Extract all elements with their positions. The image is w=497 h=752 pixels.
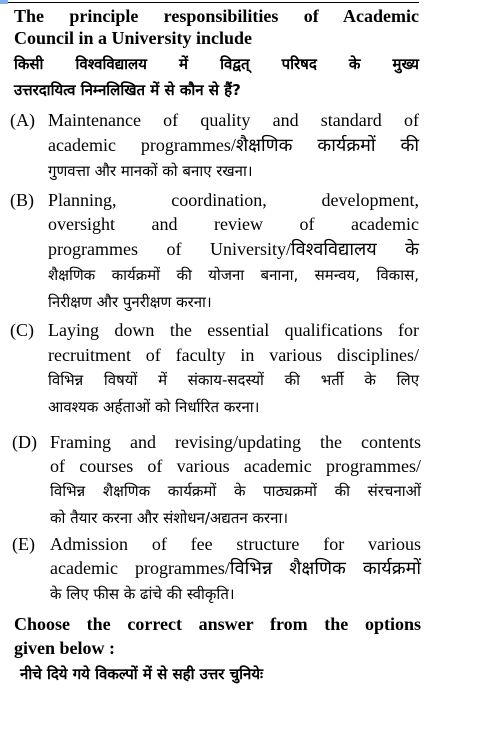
option-e-line3: के लिए फीस के ढांचे की स्वीकृति।	[50, 585, 235, 603]
instruction-en-line1: Choose the correct answer from the options	[14, 614, 421, 634]
option-c-line2: recruitment of faculty in various disciplines/	[48, 345, 419, 365]
option-d-line2: of courses of various academic programmes/	[50, 456, 421, 476]
option-c-line3: विभिन्न विषयों में संकाय-सदस्यों की भर्ती के लिए	[48, 371, 419, 389]
option-a-label: (A)	[10, 110, 35, 130]
option-c-label: (C)	[10, 320, 34, 340]
question-text-hi-line2: उत्तरदायित्व निम्नलिखित में से कौन से हैं?	[14, 81, 241, 99]
option-e-line2: academic programmes/विभिन्न शैक्षणिक कार्यक्रमों	[50, 558, 421, 578]
option-d-line3: विभिन्न शैक्षणिक कार्यक्रमों के पाठ्यक्रमों की संरचनाओं	[50, 482, 421, 500]
option-c-line1: Laying down the essential qualifications for	[48, 320, 419, 340]
question-text-en-line1: The principle responsibilities of Academic	[14, 6, 419, 26]
option-b-line3: programmes of University/विश्वविद्यालय के	[48, 239, 419, 259]
option-d-line1: Framing and revising/updating the contents	[50, 432, 421, 452]
option-c-line4: आवश्यक अर्हताओं को निर्धारित करना।	[48, 398, 260, 416]
instruction-en-line2: given below :	[14, 638, 115, 658]
option-d-line4: को तैयार करना और संशोधन/अद्यतन करना।	[50, 509, 289, 527]
instruction-hi-line1: नीचे दिये गये विकल्पों में से सही उत्तर चुनियेः	[20, 665, 264, 683]
question-text-en-line2: Council in a University include	[14, 28, 253, 48]
option-b-line2: oversight and review of academic	[48, 214, 419, 234]
question-text-hi-line1: किसी विश्वविद्यालय में विद्वत् परिषद के मुख्य	[14, 55, 419, 73]
top-rule	[8, 2, 419, 3]
corner-marker	[0, 0, 8, 4]
option-a-line3: गुणवत्ता और मानकों को बनाए रखना।	[48, 162, 253, 180]
option-d-label: (D)	[12, 432, 37, 452]
option-a-line1: Maintenance of quality and standard of	[48, 110, 419, 130]
option-b-label: (B)	[10, 190, 34, 210]
option-a-line2: academic programmes/शैक्षणिक कार्यक्रमों की	[48, 135, 419, 155]
option-e-line1: Admission of fee structure for various	[50, 534, 421, 554]
option-b-line4: शैक्षणिक कार्यक्रमों की योजना बनाना, समन्वय, विकास,	[48, 266, 419, 284]
option-b-line5: निरीक्षण और पुनरीक्षण करना।	[48, 293, 212, 311]
option-b-line1: Planning, coordination, development,	[48, 190, 419, 210]
option-e-label: (E)	[12, 534, 35, 554]
